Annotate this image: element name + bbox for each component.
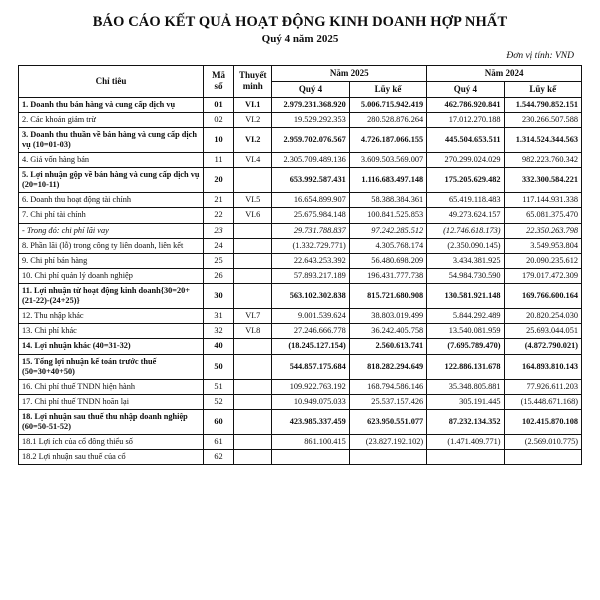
row-value-quarter-prior: 49.273.624.157 (427, 208, 504, 223)
column-header-cumulative-prior: Lũy kế (504, 81, 581, 97)
row-value-quarter-current: 22.643.253.392 (272, 253, 349, 268)
row-value-cumulative-current: 168.794.586.146 (349, 379, 426, 394)
column-header-cumulative-current: Lũy kế (349, 81, 426, 97)
row-label: 7. Chi phí tài chính (19, 208, 204, 223)
row-value-cumulative-prior: 332.300.584.221 (504, 168, 581, 193)
table-row (19, 435, 582, 450)
row-value-quarter-current: 2.959.702.076.567 (272, 127, 349, 152)
row-value-quarter-current: 9.001.539.624 (272, 309, 349, 324)
page-title: BÁO CÁO KẾT QUẢ HOẠT ĐỘNG KINH DOANH HỢP NHẤT (92, 14, 508, 30)
row-code: 25 (203, 253, 233, 268)
row-value-quarter-current: 57.893.217.189 (272, 268, 349, 283)
row-value-cumulative-current: 623.950.551.077 (349, 410, 426, 435)
row-code: 50 (203, 354, 233, 379)
row-value-quarter-current: 29.731.788.837 (272, 223, 349, 238)
row-label: 10. Chi phí quản lý doanh nghiệp (19, 268, 204, 283)
row-value-quarter-prior: 130.581.921.148 (427, 284, 504, 309)
row-value-quarter-current: 16.654.899.907 (272, 193, 349, 208)
row-value-cumulative-current: 97.242.285.512 (349, 223, 426, 238)
row-value-cumulative-current: 58.388.384.361 (349, 193, 426, 208)
row-value-cumulative-current: 1.116.683.497.148 (349, 168, 426, 193)
row-value-quarter-prior (427, 450, 504, 465)
row-label: 4. Giá vốn hàng bán (19, 153, 204, 168)
column-header-label: Chỉ tiêu (19, 65, 204, 97)
row-note: VI.7 (234, 309, 272, 324)
row-value-quarter-current: 563.102.302.838 (272, 284, 349, 309)
row-label: 8. Phần lãi (lỗ) trong công ty liên doanh, liên kết (19, 238, 204, 253)
row-value-cumulative-current: 815.721.680.908 (349, 284, 426, 309)
table-row (19, 153, 582, 168)
row-value-cumulative-prior: 179.017.472.309 (504, 268, 581, 283)
row-value-cumulative-prior: 25.693.044.051 (504, 324, 581, 339)
row-value-cumulative-prior: 3.549.953.804 (504, 238, 581, 253)
row-code: 30 (203, 284, 233, 309)
row-value-quarter-prior: 175.205.629.482 (427, 168, 504, 193)
row-label: 1. Doanh thu bán hàng và cung cấp dịch vụ (19, 97, 204, 112)
row-value-quarter-prior: 122.886.131.678 (427, 354, 504, 379)
row-value-cumulative-current: 4.726.187.066.155 (349, 127, 426, 152)
table-row (19, 223, 582, 238)
row-value-quarter-current: (18.245.127.154) (272, 339, 349, 354)
row-note: VI.5 (234, 193, 272, 208)
row-value-cumulative-prior: (2.569.010.775) (504, 435, 581, 450)
row-value-cumulative-current: 280.528.876.264 (349, 112, 426, 127)
row-value-cumulative-prior: 20.090.235.612 (504, 253, 581, 268)
row-label: 18.1 Lợi ích của cổ đông thiểu số (19, 435, 204, 450)
row-value-cumulative-current: 2.560.613.741 (349, 339, 426, 354)
row-value-quarter-prior: 13.540.081.959 (427, 324, 504, 339)
row-label: 6. Doanh thu hoạt động tài chính (19, 193, 204, 208)
row-note (234, 238, 272, 253)
row-code: 31 (203, 309, 233, 324)
row-note (234, 379, 272, 394)
row-value-cumulative-current (349, 450, 426, 465)
row-value-quarter-current: 25.675.984.148 (272, 208, 349, 223)
row-note (234, 450, 272, 465)
row-note: VI.1 (234, 97, 272, 112)
row-code: 02 (203, 112, 233, 127)
row-label: 2. Các khoản giảm trừ (19, 112, 204, 127)
table-body (19, 97, 582, 465)
row-code: 23 (203, 223, 233, 238)
row-code: 62 (203, 450, 233, 465)
table-row (19, 127, 582, 152)
row-code: 26 (203, 268, 233, 283)
row-label: 13. Chi phí khác (19, 324, 204, 339)
row-note (234, 253, 272, 268)
row-label: - Trong đó: chi phí lãi vay (19, 223, 204, 238)
row-value-quarter-current: 544.857.175.684 (272, 354, 349, 379)
table-row (19, 339, 582, 354)
row-value-quarter-prior: 35.348.805.881 (427, 379, 504, 394)
row-value-quarter-current: 19.529.292.353 (272, 112, 349, 127)
row-label: 5. Lợi nhuận gộp về bán hàng và cung cấp dịch vụ (20=10-11) (19, 168, 204, 193)
table-row (19, 309, 582, 324)
row-value-quarter-prior: 65.419.118.483 (427, 193, 504, 208)
row-note: VI.6 (234, 208, 272, 223)
row-label: 18. Lợi nhuận sau thuế thu nhập doanh nghiệp (60=50-51-52) (19, 410, 204, 435)
table-row (19, 379, 582, 394)
column-header-quarter-prior: Quý 4 (427, 81, 504, 97)
row-note (234, 268, 272, 283)
row-value-quarter-prior: 17.012.270.188 (427, 112, 504, 127)
row-code: 40 (203, 339, 233, 354)
table-row (19, 324, 582, 339)
row-value-quarter-current (272, 450, 349, 465)
row-value-cumulative-prior: 22.350.263.798 (504, 223, 581, 238)
income-statement-table (18, 65, 582, 466)
row-code: 01 (203, 97, 233, 112)
row-note: VI.2 (234, 127, 272, 152)
row-label: 14. Lợi nhuận khác (40=31-32) (19, 339, 204, 354)
row-value-quarter-prior: (7.695.789.470) (427, 339, 504, 354)
row-value-quarter-current: 10.949.075.033 (272, 394, 349, 409)
table-row (19, 354, 582, 379)
table-row (19, 394, 582, 409)
table-row (19, 208, 582, 223)
row-label: 12. Thu nhập khác (19, 309, 204, 324)
column-header-code: Mã số (203, 65, 233, 97)
row-value-quarter-current: 2.305.709.489.136 (272, 153, 349, 168)
table-row (19, 112, 582, 127)
row-label: 17. Chi phí thuế TNDN hoãn lại (19, 394, 204, 409)
table-row (19, 253, 582, 268)
row-value-quarter-prior: 462.786.920.841 (427, 97, 504, 112)
row-note (234, 339, 272, 354)
row-code: 22 (203, 208, 233, 223)
table-row (19, 97, 582, 112)
row-value-quarter-prior: 87.232.134.352 (427, 410, 504, 435)
row-label: 9. Chi phí bán hàng (19, 253, 204, 268)
row-value-quarter-prior: 3.434.381.925 (427, 253, 504, 268)
row-value-cumulative-current: 4.305.768.174 (349, 238, 426, 253)
row-value-quarter-current: 861.100.415 (272, 435, 349, 450)
row-label: 18.2 Lợi nhuận sau thuế của cổ (19, 450, 204, 465)
row-note (234, 394, 272, 409)
currency-unit-note: Đơn vị tính: VND (506, 50, 574, 61)
row-note (234, 435, 272, 450)
row-value-cumulative-prior: 230.266.507.588 (504, 112, 581, 127)
row-note: VI.4 (234, 153, 272, 168)
row-value-cumulative-current: 196.431.777.738 (349, 268, 426, 283)
row-code: 32 (203, 324, 233, 339)
row-code: 52 (203, 394, 233, 409)
row-value-cumulative-prior: 169.766.600.164 (504, 284, 581, 309)
row-value-cumulative-prior: 20.820.254.030 (504, 309, 581, 324)
row-note: VI.2 (234, 112, 272, 127)
row-value-quarter-prior: 270.299.024.029 (427, 153, 504, 168)
row-value-cumulative-prior (504, 450, 581, 465)
row-value-cumulative-prior: (15.448.671.168) (504, 394, 581, 409)
row-value-cumulative-current: (23.827.192.102) (349, 435, 426, 450)
row-value-quarter-current: 423.985.337.459 (272, 410, 349, 435)
table-row (19, 193, 582, 208)
column-header-year-prior: Năm 2024 (427, 65, 582, 81)
row-value-quarter-current: 2.979.231.368.920 (272, 97, 349, 112)
table-row (19, 284, 582, 309)
table-row (19, 450, 582, 465)
row-note (234, 284, 272, 309)
row-note (234, 354, 272, 379)
row-value-quarter-current: 27.246.666.778 (272, 324, 349, 339)
row-label: 15. Tổng lợi nhuận kế toán trước thuế (50=30+40+50) (19, 354, 204, 379)
row-code: 51 (203, 379, 233, 394)
row-value-cumulative-current: 25.537.157.426 (349, 394, 426, 409)
table-row (19, 410, 582, 435)
row-value-cumulative-prior: 102.415.870.108 (504, 410, 581, 435)
table-row (19, 268, 582, 283)
row-code: 20 (203, 168, 233, 193)
row-value-cumulative-current: 38.803.019.499 (349, 309, 426, 324)
row-value-cumulative-prior: 1.314.524.344.563 (504, 127, 581, 152)
row-label: 3. Doanh thu thuần về bán hàng và cung cấp dịch vụ (10=01-03) (19, 127, 204, 152)
row-note: VI.8 (234, 324, 272, 339)
page-subtitle: Quý 4 năm 2025 (261, 32, 339, 45)
row-code: 24 (203, 238, 233, 253)
column-header-year-current: Năm 2025 (272, 65, 427, 81)
row-code: 60 (203, 410, 233, 435)
row-value-quarter-prior: 54.984.730.590 (427, 268, 504, 283)
column-header-quarter-current: Quý 4 (272, 81, 349, 97)
row-code: 11 (203, 153, 233, 168)
row-label: 16. Chi phí thuế TNDN hiện hành (19, 379, 204, 394)
row-value-cumulative-prior: 1.544.790.852.151 (504, 97, 581, 112)
row-value-quarter-prior: 445.504.653.511 (427, 127, 504, 152)
row-value-cumulative-prior: 982.223.760.342 (504, 153, 581, 168)
row-value-cumulative-current: 56.480.698.209 (349, 253, 426, 268)
row-value-cumulative-current: 3.609.503.569.007 (349, 153, 426, 168)
row-value-cumulative-prior: 77.926.611.203 (504, 379, 581, 394)
row-code: 21 (203, 193, 233, 208)
row-note (234, 168, 272, 193)
row-value-quarter-current: 653.992.587.431 (272, 168, 349, 193)
row-note (234, 223, 272, 238)
row-value-cumulative-current: 5.006.715.942.419 (349, 97, 426, 112)
table-row (19, 168, 582, 193)
row-value-cumulative-prior: 164.893.810.143 (504, 354, 581, 379)
row-note (234, 410, 272, 435)
row-value-cumulative-current: 818.282.294.649 (349, 354, 426, 379)
row-code: 61 (203, 435, 233, 450)
row-value-cumulative-prior: 117.144.931.338 (504, 193, 581, 208)
row-value-cumulative-current: 100.841.525.853 (349, 208, 426, 223)
table-row (19, 238, 582, 253)
row-value-quarter-current: (1.332.729.771) (272, 238, 349, 253)
row-value-quarter-prior: 5.844.292.489 (427, 309, 504, 324)
row-value-quarter-prior: (2.350.090.145) (427, 238, 504, 253)
row-label: 11. Lợi nhuận từ hoạt động kinh doanh{30=20+(21-22)-(24+25)} (19, 284, 204, 309)
table-header (19, 65, 582, 97)
row-value-quarter-prior: (12.746.618.173) (427, 223, 504, 238)
column-header-note: Thuyết minh (234, 65, 272, 97)
row-value-quarter-current: 109.922.763.192 (272, 379, 349, 394)
row-value-cumulative-prior: 65.081.375.470 (504, 208, 581, 223)
row-value-quarter-prior: 305.191.445 (427, 394, 504, 409)
row-value-cumulative-prior: (4.872.790.021) (504, 339, 581, 354)
row-code: 10 (203, 127, 233, 152)
row-value-cumulative-current: 36.242.405.758 (349, 324, 426, 339)
row-value-quarter-prior: (1.471.409.771) (427, 435, 504, 450)
